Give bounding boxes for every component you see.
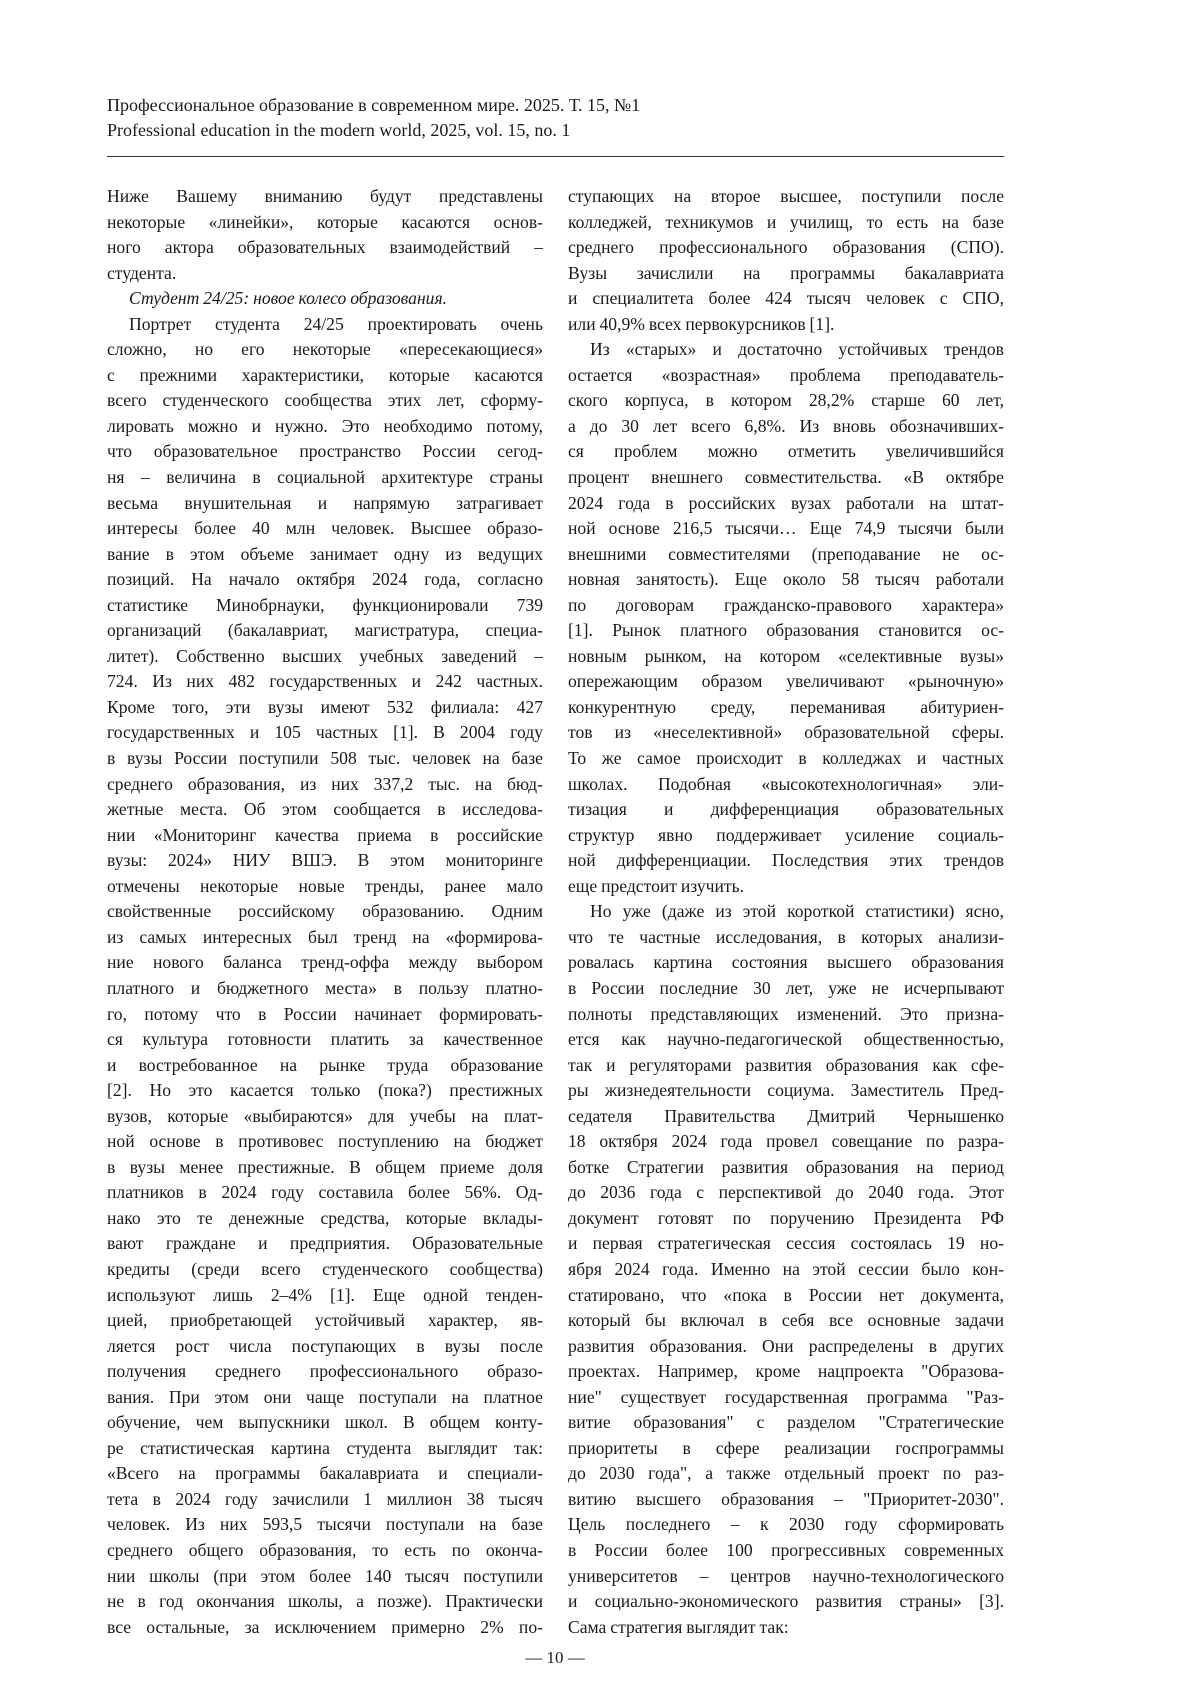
text-line: жетные места. Об этом сообщается в исследова- [107,797,543,823]
text-line: колледжей, техникумов и училищ, то есть на базе [568,210,1004,236]
text-line: Но уже (даже из этой короткой статистики) ясно, [568,899,1004,925]
text-line: 2024 года в российских вузах работали на штат- [568,491,1004,517]
text-line: весьма внушительная и напрямую затрагивает [107,491,543,517]
text-line: по договорам гражданско-правового характера» [568,593,1004,619]
text-line: новная занятость). Еще около 58 тысяч работали [568,567,1004,593]
text-line: тов из «неселективной» образовательной сферы. [568,720,1004,746]
text-line: в России более 100 прогрессивных современных [568,1538,1004,1564]
text-line: ботке Стратегии развития образования на период [568,1155,1004,1181]
text-line: проектах. Например, кроме нацпроекта "Образова- [568,1359,1004,1385]
text-line: среднего образования, из них 337,2 тыс. на бюд- [107,772,543,798]
text-line: Из «старых» и достаточно устойчивых трендов [568,337,1004,363]
text-line: процент внешнего совместительства. «В октябре [568,465,1004,491]
text-line: вузов, которые «выбираются» для учебы на плат- [107,1104,543,1130]
running-header-en: Professional education in the modern world, 2025, vol. 15, no. 1 [107,119,570,141]
text-line: Сама стратегия выглядит так: [568,1615,1004,1641]
text-line: платников в 2024 году составила более 56%. Од- [107,1180,543,1206]
text-line: нии «Мониторинг качества приема в российские [107,823,543,849]
text-line: ной основе 216,5 тысячи… Еще 74,9 тысячи были [568,516,1004,542]
text-line: получения среднего профессионального образо- [107,1359,543,1385]
text-line: тизация и дифференциация образовательных [568,797,1004,823]
text-line: с прежними характеристики, которые касаются [107,363,543,389]
text-line: нако это те денежные средства, которые вклады- [107,1206,543,1232]
text-line: ляется рост числа поступающих в вузы после [107,1334,543,1360]
text-line: ня – величина в социальной архитектуре страны [107,465,543,491]
text-line: ры жизнедеятельности социума. Заместитель Пред- [568,1078,1004,1104]
text-line: не в год окончания школы, а позже). Практически [107,1589,543,1615]
text-line: сложно, но его некоторые «пересекающиеся» [107,337,543,363]
text-line: ре статистическая картина студента выглядит так: [107,1436,543,1462]
text-line: в России последние 30 лет, уже не исчерпывают [568,976,1004,1002]
text-line: литет). Собственно высших учебных заведений – [107,644,543,670]
text-line: или 40,9% всех первокурсников [1]. [568,312,1004,338]
text-line: свойственные российскому образованию. Одним [107,899,543,925]
text-line: интересы более 40 млн человек. Высшее образо- [107,516,543,542]
text-line: среднего профессионального образования (СПО). [568,235,1004,261]
text-line: который бы включал в себя все основные задачи [568,1308,1004,1334]
text-line: Цель последнего – к 2030 году сформировать [568,1512,1004,1538]
text-line: витию высшего образования – "Приоритет-2030". [568,1487,1004,1513]
text-line: Портрет студента 24/25 проектировать очень [107,312,543,338]
text-line: до 2036 года с перспективой до 2040 года. Этот [568,1180,1004,1206]
text-line: ной дифференциации. Последствия этих трендов [568,848,1004,874]
running-header-ru: Профессиональное образование в современном мире. 2025. Т. 15, №1 [107,94,640,116]
text-line: среднего общего образования, то есть по оконча- [107,1538,543,1564]
text-line: новным рынком, на котором «селективные вузы» [568,644,1004,670]
text-line: и востребованное на рынке труда образование [107,1053,543,1079]
text-line: некоторые «линейки», которые касаются основ- [107,210,543,236]
text-line: все остальные, за исключением примерно 2% по- [107,1615,543,1641]
text-line: ние нового баланса тренд-оффа между выбором [107,950,543,976]
left-column [107,184,543,1640]
text-line: до 2030 года", а также отдельный проект по раз- [568,1461,1004,1487]
right-column [568,184,1004,1640]
text-line: цией, приобретающей устойчивый характер, яв- [107,1308,543,1334]
text-line: еще предстоит изучить. [568,874,1004,900]
section-subheading: Студент 24/25: новое колесо образования. [107,286,543,312]
text-line: ние" существует государственная программа "Раз- [568,1385,1004,1411]
text-line: университетов – центров научно-технологического [568,1564,1004,1590]
text-line: используют лишь 2–4% [1]. Еще одной тенден- [107,1283,543,1309]
text-line: обучение, чем выпускники школ. В общем конту- [107,1410,543,1436]
text-line: 18 октября 2024 года провел совещание по разра- [568,1129,1004,1155]
page-number: — 10 — [0,1648,1110,1668]
text-line: вузы: 2024» НИУ ВШЭ. В этом мониторинге [107,848,543,874]
text-line: 724. Из них 482 государственных и 242 частных. [107,669,543,695]
text-line: а до 30 лет всего 6,8%. Из вновь обозначивших- [568,414,1004,440]
text-line: что те частные исследования, в которых анализи- [568,925,1004,951]
text-line: в вузы менее престижные. В общем приеме доля [107,1155,543,1181]
text-line: витие образования" с разделом "Стратегические [568,1410,1004,1436]
text-line: Кроме того, эти вузы имеют 532 филиала: 427 [107,695,543,721]
text-line: тета в 2024 году зачислили 1 миллион 38 тысяч [107,1487,543,1513]
text-line: ной основе в противовес поступлению на бюджет [107,1129,543,1155]
text-line: Ниже Вашему вниманию будут представлены [107,184,543,210]
text-line: в вузы России поступили 508 тыс. человек на базе [107,746,543,772]
text-line: государственных и 105 частных [1]. В 2004 году [107,720,543,746]
text-line: школах. Подобная «высокотехнологичная» эли- [568,772,1004,798]
text-line: структур явно поддерживает усиление социаль- [568,823,1004,849]
text-line: опережающим образом увеличивают «рыночную» [568,669,1004,695]
text-line: остается «возрастная» проблема преподаватель- [568,363,1004,389]
text-line: [2]. Но это касается только (пока?) престижных [107,1078,543,1104]
text-line: платного и бюджетного места» в пользу платно- [107,976,543,1002]
text-line: ступающих на второе высшее, поступили после [568,184,1004,210]
text-line: развития образования. Они распределены в других [568,1334,1004,1360]
text-line: конкурентную среду, переманивая абитуриен- [568,695,1004,721]
text-line: статистике Минобрнауки, функционировали 739 [107,593,543,619]
text-line: полноты представляющих изменений. Это призна- [568,1002,1004,1028]
text-line: человек. Из них 593,5 тысячи поступали на базе [107,1512,543,1538]
text-line: ровалась картина состояния высшего образования [568,950,1004,976]
text-line: документ готовят по поручению Президента РФ [568,1206,1004,1232]
text-line: нии школы (при этом более 140 тысяч поступили [107,1564,543,1590]
text-line: ется как научно-педагогической общественностью, [568,1027,1004,1053]
text-line: отмечены некоторые новые тренды, ранее мало [107,874,543,900]
text-line: позиций. На начало октября 2024 года, согласно [107,567,543,593]
text-line: [1]. Рынок платного образования становится ос- [568,618,1004,644]
text-line: студента. [107,261,543,287]
text-line: вают граждане и предприятия. Образовательные [107,1231,543,1257]
text-line: ного актора образовательных взаимодействий – [107,235,543,261]
text-line: го, потому что в России начинает формировать- [107,1002,543,1028]
text-line: так и регуляторами развития образования как сфе- [568,1053,1004,1079]
text-line: статировано, что «пока в России нет документа, [568,1283,1004,1309]
text-line: организаций (бакалавриат, магистратура, специа- [107,618,543,644]
text-line: что образовательное пространство России сегод- [107,439,543,465]
text-line: «Всего на программы бакалавриата и специали- [107,1461,543,1487]
text-line: приоритеты в сфере реализации госпрограммы [568,1436,1004,1462]
text-line: ского корпуса, в котором 28,2% старше 60 лет, [568,388,1004,414]
text-line: вание в этом объеме занимает одну из ведущих [107,542,543,568]
text-line: То же самое происходит в колледжах и частных [568,746,1004,772]
text-line: всего студенческого сообщества этих лет, сформу- [107,388,543,414]
text-line: и специалитета более 424 тысяч человек с СПО, [568,286,1004,312]
text-line: внешними совместителями (преподавание не ос- [568,542,1004,568]
header-divider [107,156,1004,157]
text-line: вания. При этом они чаще поступали на платное [107,1385,543,1411]
text-line: ся культура готовности платить за качественное [107,1027,543,1053]
text-line: и первая стратегическая сессия состоялась 19 но- [568,1231,1004,1257]
text-line: и социально-экономического развития страны» [3]. [568,1589,1004,1615]
text-line: кредиты (среди всего студенческого сообщества) [107,1257,543,1283]
text-line: Вузы зачислили на программы бакалавриата [568,261,1004,287]
text-line: лировать можно и нужно. Это необходимо потому, [107,414,543,440]
text-line: ября 2024 года. Именно на этой сессии было кон- [568,1257,1004,1283]
text-line: седателя Правительства Дмитрий Чернышенко [568,1104,1004,1130]
text-line: ся проблем можно отметить увеличившийся [568,439,1004,465]
text-line: из самых интересных был тренд на «формирова- [107,925,543,951]
